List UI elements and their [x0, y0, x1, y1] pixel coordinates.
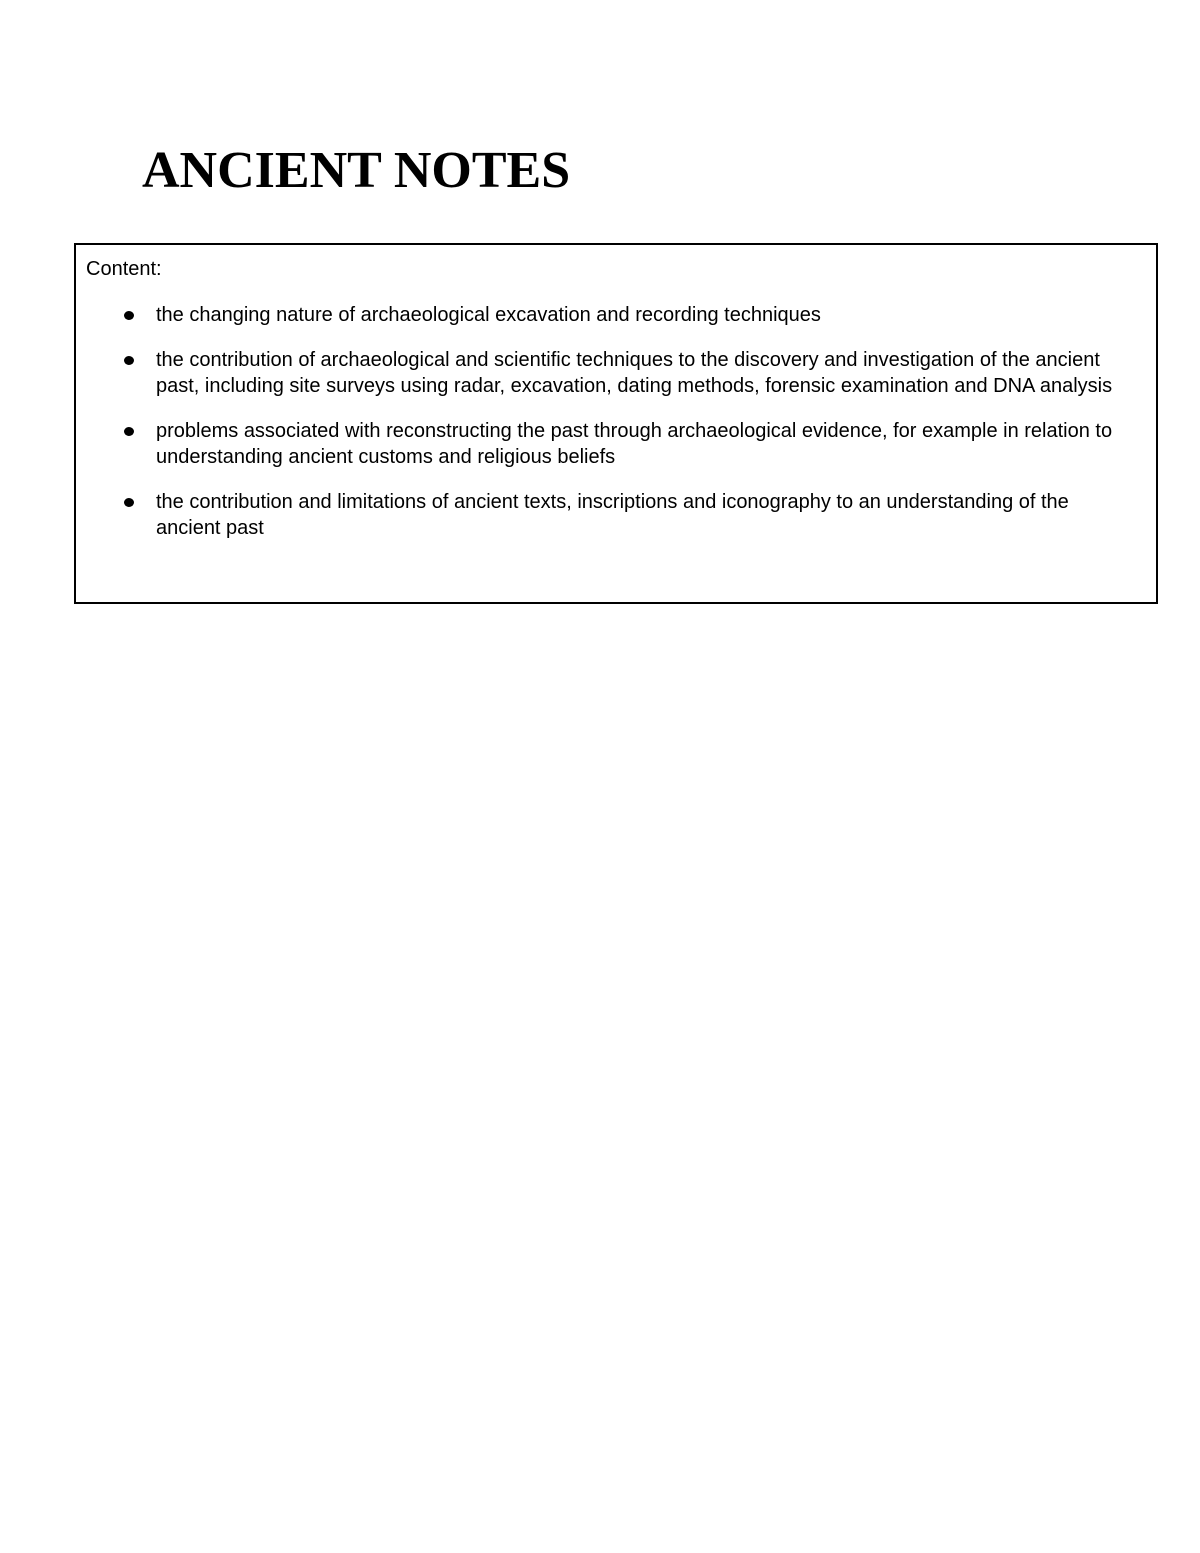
- list-item: [86, 348, 1136, 399]
- bullet-icon: [124, 498, 134, 507]
- document-title: ANCIENT NOTES: [142, 142, 571, 199]
- list-item: [86, 419, 1136, 470]
- bullet-list: [86, 303, 1136, 542]
- bullet-icon: [124, 311, 134, 320]
- bullet-icon: [124, 356, 134, 365]
- bullet-icon: [124, 427, 134, 436]
- list-item-text: the changing nature of archaeological excavation and recording techniques: [156, 303, 821, 326]
- list-item-text: the contribution and limitations of ancient texts, inscriptions and iconography to an understanding of the ancient past: [156, 491, 1069, 539]
- list-item-text: the contribution of archaeological and scientific techniques to the discovery and investigation of the ancient past, including site surveys using radar, excavation, dating methods, forensic examination and DNA analysis: [156, 349, 1113, 397]
- list-item: [86, 490, 1136, 541]
- list-item-text: problems associated with reconstructing the past through archaeological evidence, for example in relation to understanding ancient customs and religious beliefs: [156, 420, 1113, 468]
- content-label: Content:: [86, 258, 162, 280]
- list-item: [86, 303, 1136, 329]
- content-box: [74, 243, 1158, 604]
